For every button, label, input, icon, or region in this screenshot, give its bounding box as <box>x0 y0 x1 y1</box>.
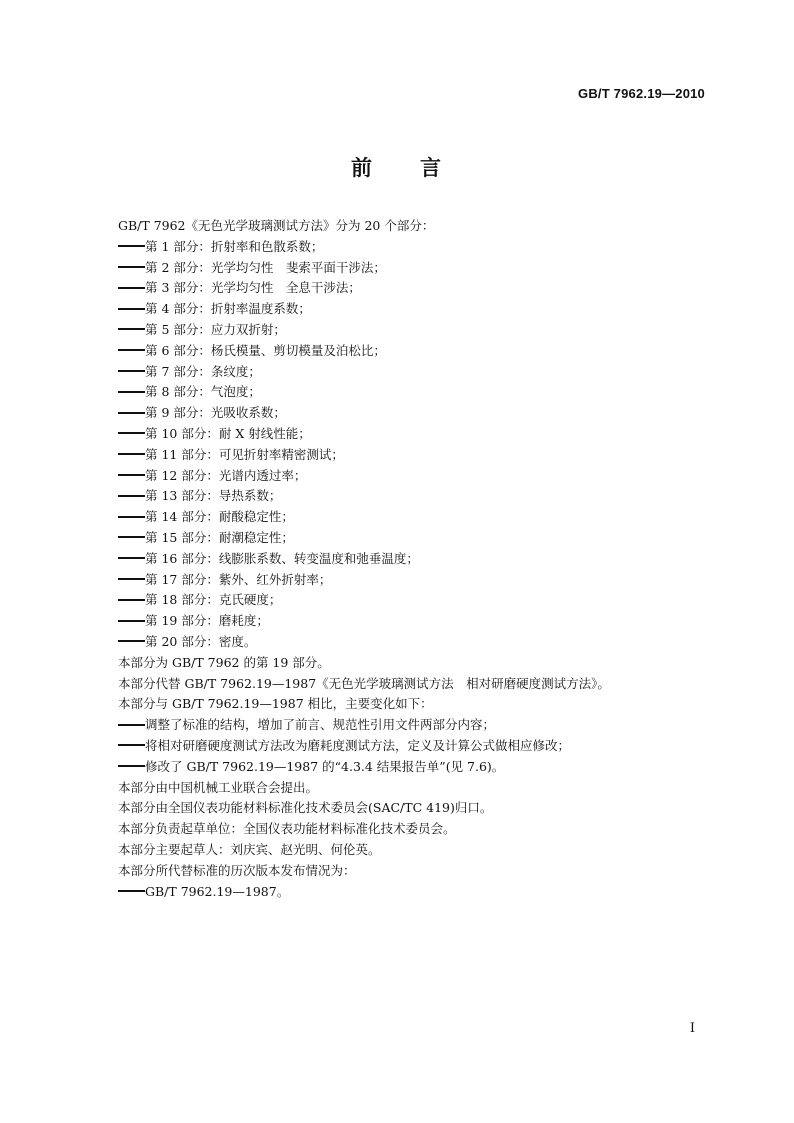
em-dash-mark <box>118 245 145 247</box>
em-dash-mark <box>118 557 145 559</box>
part-item: 第 10 部分：耐 X 射线性能； <box>118 424 718 445</box>
em-dash-mark <box>118 599 145 601</box>
part-item: 第 12 部分：光谱内透过率； <box>118 466 718 487</box>
em-dash-mark <box>118 266 145 268</box>
part-item: 第 18 部分：克氏硬度； <box>118 590 718 611</box>
em-dash-mark <box>118 453 145 455</box>
part-item: 第 11 部分：可见折射率精密测试； <box>118 445 718 466</box>
em-dash-mark <box>118 474 145 476</box>
standard-code-header: GB/T 7962.19—2010 <box>578 86 705 101</box>
drafters: 本部分主要起草人：刘庆宾、赵光明、何伦英。 <box>118 841 381 857</box>
em-dash-mark <box>118 516 145 518</box>
em-dash-mark <box>118 432 145 434</box>
em-dash-mark <box>118 370 145 372</box>
part-item: 第 20 部分：密度。 <box>118 632 718 653</box>
em-dash-mark <box>118 391 145 393</box>
part-item: 第 3 部分：光学均匀性 全息干涉法； <box>118 278 718 299</box>
em-dash-mark <box>118 724 145 726</box>
statement-changes-intro: 本部分与 GB/T 7962.19—1987 相比，主要变化如下： <box>118 696 433 712</box>
em-dash-mark <box>118 640 145 642</box>
managed-by: 本部分由全国仪表功能材料标准化技术委员会(SAC/TC 419)归口。 <box>118 800 493 816</box>
part-item: 第 6 部分：杨氏模量、剪切模量及泊松比； <box>118 341 718 362</box>
em-dash-mark <box>118 308 145 310</box>
em-dash-mark <box>118 765 145 767</box>
em-dash-mark <box>118 890 145 892</box>
change-item: 调整了标准的结构，增加了前言、规范性引用文件两部分内容； <box>118 715 718 736</box>
proposed-by: 本部分由中国机械工业联合会提出。 <box>118 779 319 795</box>
part-item: 第 16 部分：线膨胀系数、转变温度和弛垂温度； <box>118 549 718 570</box>
em-dash-mark <box>118 349 145 351</box>
change-item: 将相对研磨硬度测试方法改为磨耗度测试方法，定义及计算公式做相应修改； <box>118 736 718 757</box>
intro-line: GB/T 7962《无色光学玻璃测试方法》分为 20 个部分： <box>118 218 435 233</box>
page-number: I <box>689 1021 695 1036</box>
part-item: 第 7 部分：条纹度； <box>118 362 718 383</box>
history-intro: 本部分所代替标准的历次版本发布情况为： <box>118 862 356 878</box>
part-item: 第 14 部分：耐酸稳定性； <box>118 507 718 528</box>
em-dash-mark <box>118 495 145 497</box>
em-dash-mark <box>118 744 145 746</box>
part-item: 第 4 部分：折射率温度系数； <box>118 299 718 320</box>
statement-part-number: 本部分为 GB/T 7962 的第 19 部分。 <box>118 654 330 670</box>
part-item: 第 19 部分：磨耗度； <box>118 611 718 632</box>
em-dash-mark <box>118 620 145 622</box>
em-dash-mark <box>118 287 145 289</box>
part-item: 第 8 部分：气泡度； <box>118 382 718 403</box>
part-item: 第 5 部分：应力双折射； <box>118 320 718 341</box>
part-item: 第 13 部分：导热系数； <box>118 486 718 507</box>
change-item: 修改了 GB/T 7962.19—1987 的“4.3.4 结果报告单”(见 7.6)。 <box>118 757 718 778</box>
foreword-body <box>118 216 718 902</box>
em-dash-mark <box>118 578 145 580</box>
part-item: 第 2 部分：光学均匀性 斐索平面干涉法； <box>118 258 718 279</box>
em-dash-mark <box>118 412 145 414</box>
part-item: 第 1 部分：折射率和色散系数； <box>118 237 718 258</box>
part-item: 第 9 部分：光吸收系数； <box>118 403 718 424</box>
statement-replaces: 本部分代替 GB/T 7962.19—1987《无色光学玻璃测试方法 相对研磨硬度测试方法》。 <box>118 675 610 691</box>
em-dash-mark <box>118 536 145 538</box>
part-item: 第 17 部分：紫外、红外折射率； <box>118 570 718 591</box>
part-item: 第 15 部分：耐潮稳定性； <box>118 528 718 549</box>
history-item: GB/T 7962.19—1987。 <box>118 882 718 903</box>
page-title: 前 言 <box>351 156 443 180</box>
em-dash-mark <box>118 328 145 330</box>
drafting-unit: 本部分负责起草单位：全国仪表功能材料标准化技术委员会。 <box>118 821 456 837</box>
